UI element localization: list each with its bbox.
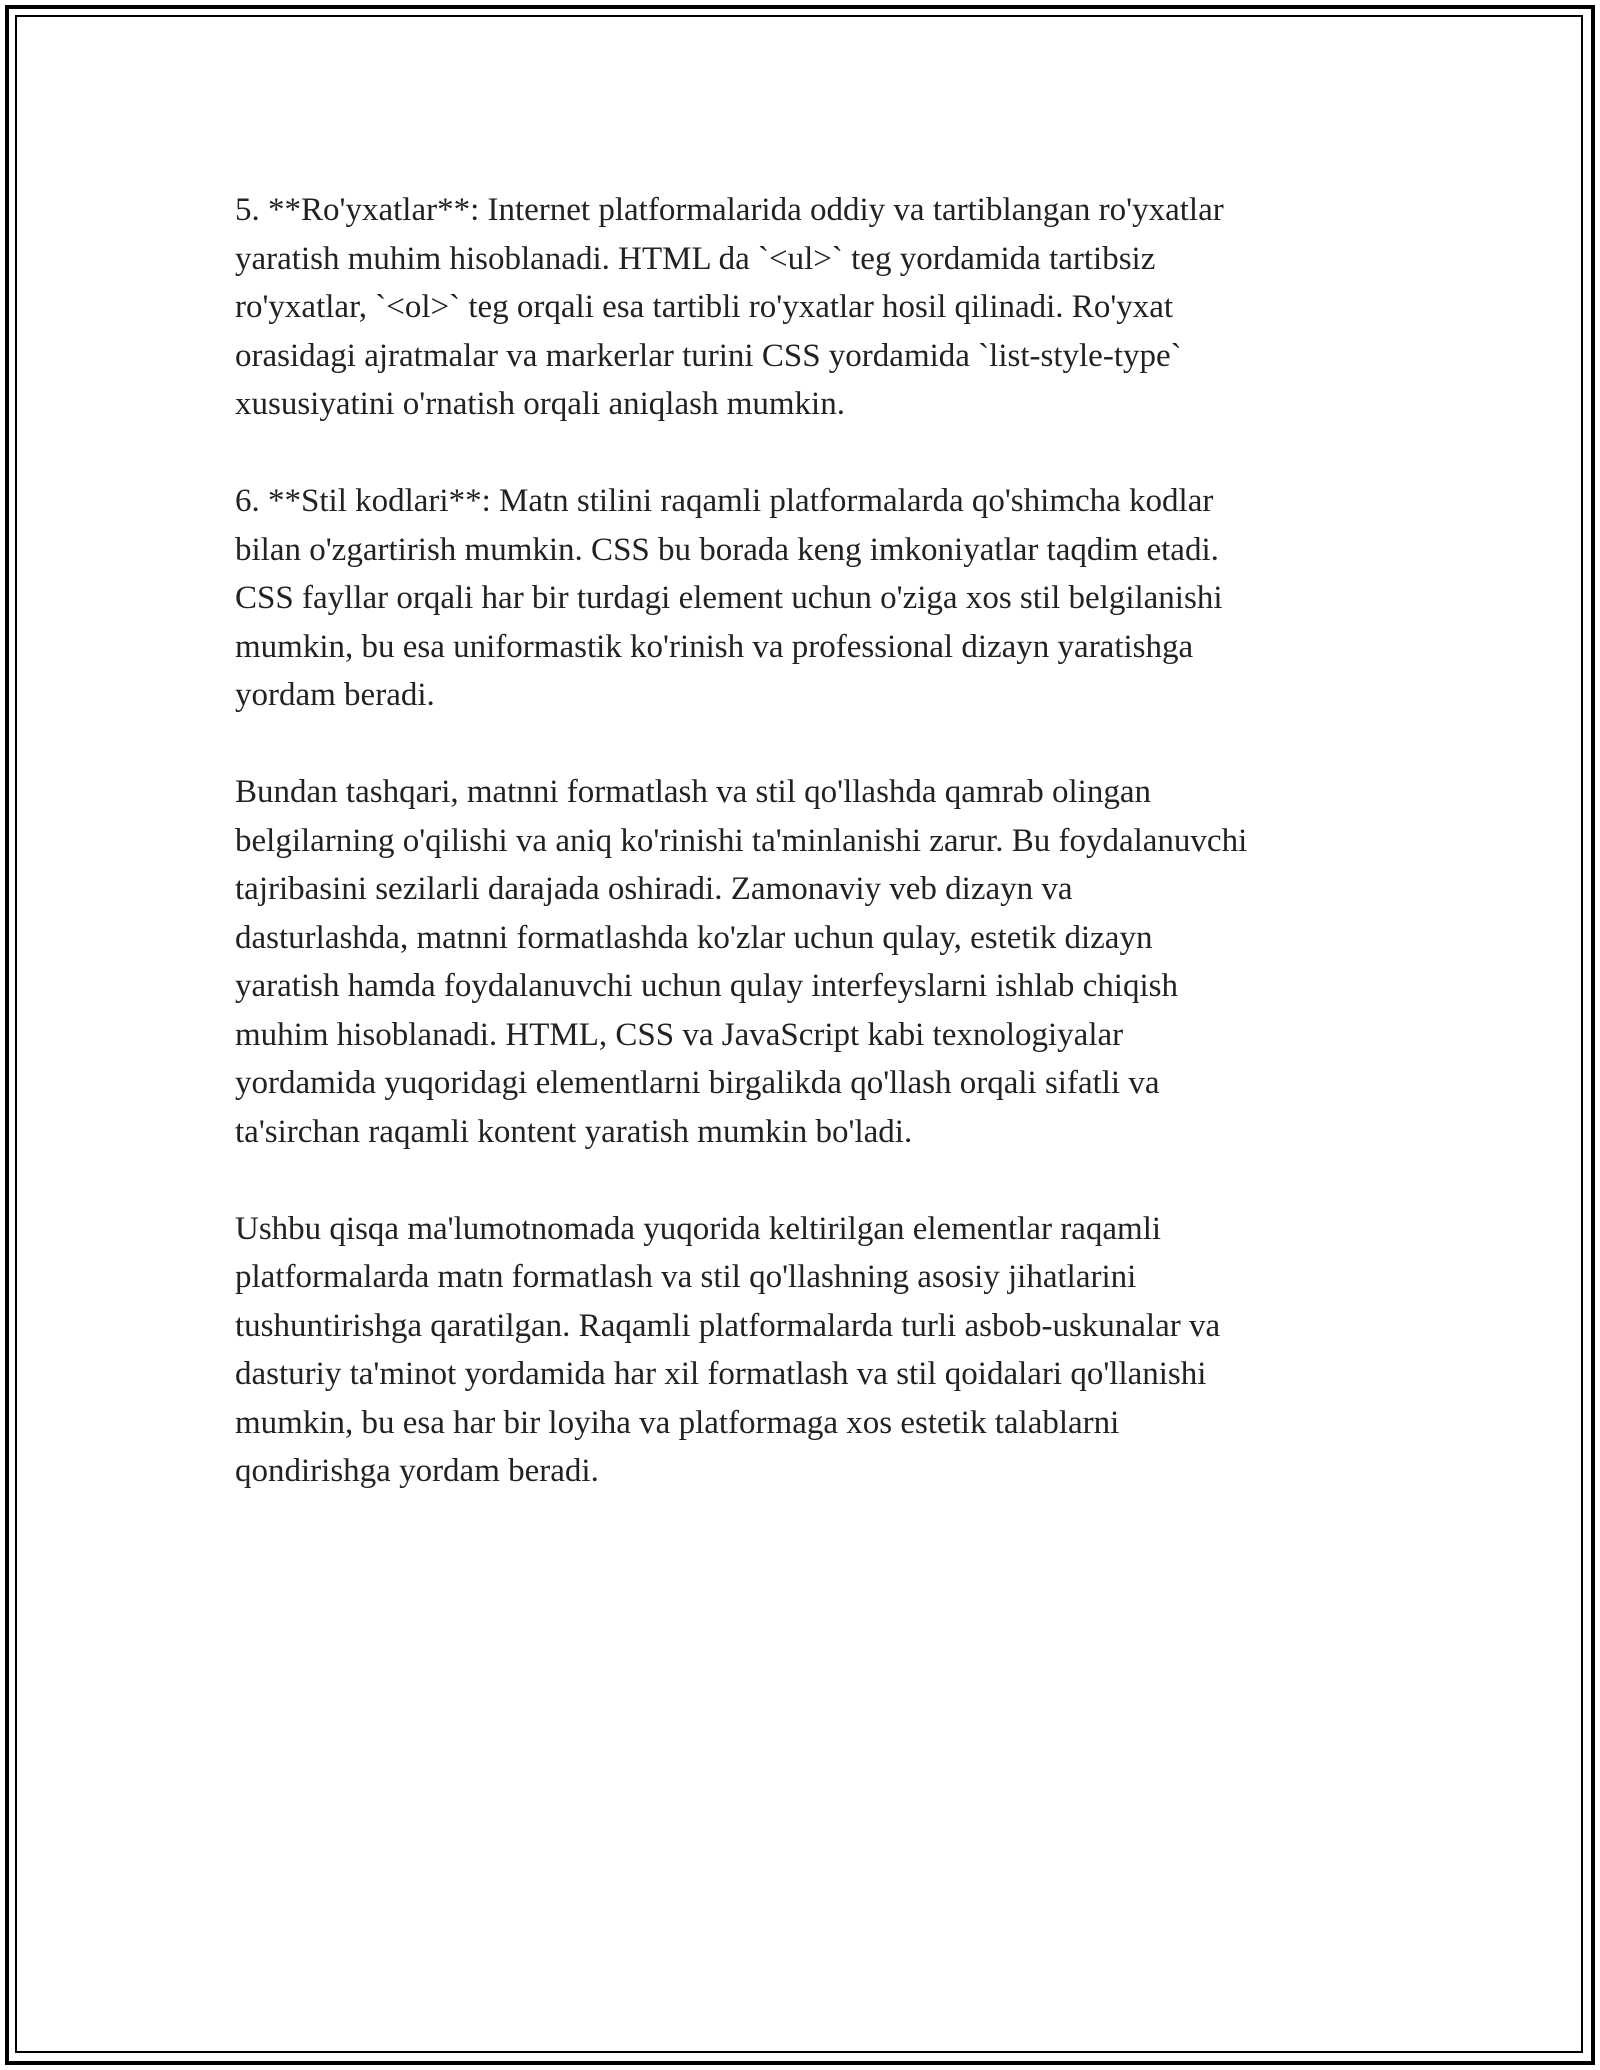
paragraph-summary: Ushbu qisqa ma'lumotnomada yuqorida keltirilgan elementlar raqamli platformalarda matn formatlash va stil qo'llashning asosiy jihatlarini tushuntirishga qaratilgan. Raqamli platformalarda turli asbob-uskunalar va dasturiy ta'minot yordamida har xil formatlash va stil qoidalari qo'llanishi mumkin, bu esa har bir loyiha va platformaga xos estetik talablarni qondirishga yordam beradi.	[235, 1210, 1221, 1489]
paragraph-style-codes: 6. **Stil kodlari**: Matn stilini raqamli platformalarda qo'shimcha kodlar bilan o'zgartirish mumkin. CSS bu borada keng imkoniyatlar taqdim etadi. CSS fayllar orqali har bir turdagi element uchun o'ziga xos stil belgilanishi mumkin, bu esa uniformastik ko'rinish va professional dizayn yaratishga yordam beradi.	[235, 483, 1223, 713]
paragraph-lists: 5. **Ro'yxatlar**: Internet platformalarida oddiy va tartiblangan ro'yxatlar yaratish muhim hisoblanadi. HTML da `<ul>` teg yordamida tartibsiz ro'yxatlar, `<ol>` teg orqali esa tartibli ro'yxatlar hosil qilinadi. Ro'yxat orasidagi ajratmalar va markerlar turini CSS yordamida `list-style-type` xususiyatini o'rnatish orqali aniqlash mumkin.	[235, 192, 1224, 422]
document-body	[235, 186, 1385, 1544]
paragraph-readability: Bundan tashqari, matnni formatlash va stil qo'llashda qamrab olingan belgilarning o'qilishi va aniq ko'rinishi ta'minlanishi zarur. Bu foydalanuvchi tajribasini sezilarli darajada oshiradi. Zamonaviy veb dizayn va dasturlashda, matnni formatlashda ko'zlar uchun qulay, estetik dizayn yaratish hamda foydalanuvchi uchun qulay interfeyslarni ishlab chiqish muhim hisoblanadi. HTML, CSS va JavaScript kabi texnologiyalar yordamida yuqoridagi elementlarni birgalikda qo'llash orqali sifatli va ta'sirchan raqamli kontent yaratish mumkin bo'ladi.	[235, 774, 1248, 1150]
